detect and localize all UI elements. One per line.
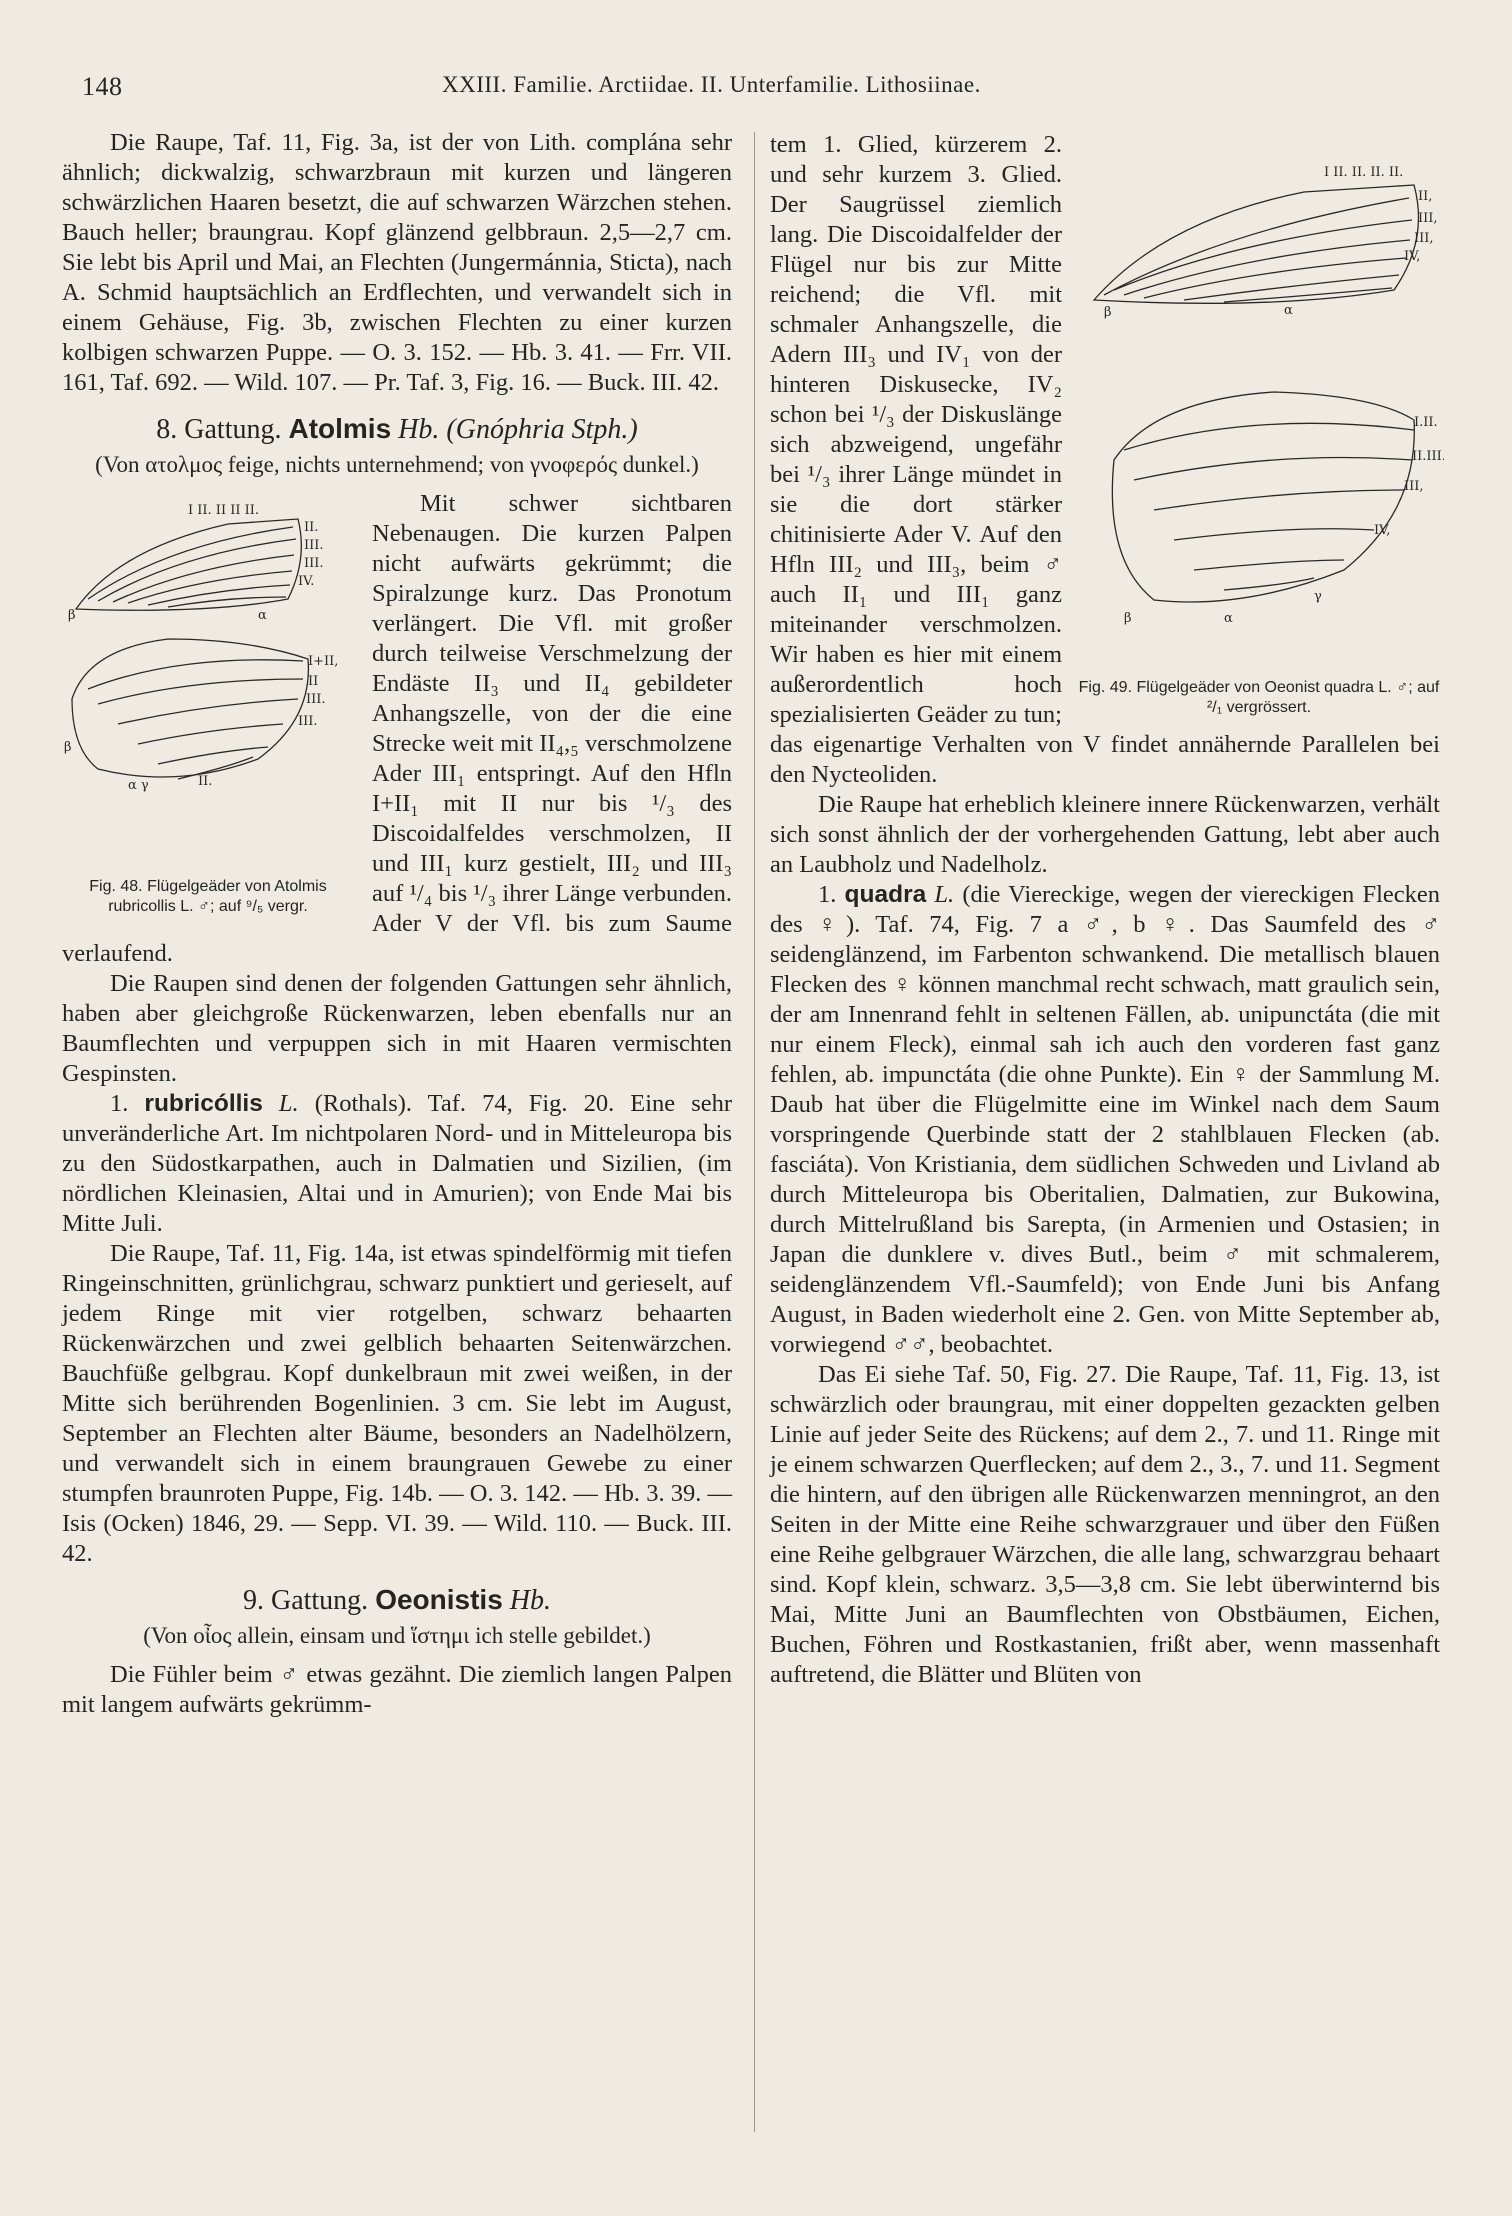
svg-text:α γ: α γ xyxy=(128,778,149,793)
genus-8-etymology: (Von ατολμος feige, nichts unternehmend; von γνοφερός dunkel.) xyxy=(95,452,699,477)
figure-49 xyxy=(1074,130,1444,716)
running-title: XXIII. Familie. Arctiidae. II. Unterfamilie. Lithosiinae. xyxy=(442,72,981,97)
paragraph-raupe-top: Die Raupe, Taf. 11, Fig. 3a, ist der von Lith. complána sehr ähnlich; dickwalzig, schwarzbraun mit kurzen und längeren schwärzlichen Haaren besetzt, die auf schwarzen Wärzchen stehen. Bauch heller; braungrau. Kopf glänzend gelbbraun. 2,5—2,7 cm. Sie lebt bis April und Mai, an Flechten (Jungermánnia, Sticta), nach A. Schmid hauptsächlich an Erdflechten, und verwandelt sich in einem Gehäuse, Fig. 3b, zwischen Flechten zu einer kurzen kolbigen schwarzen Puppe. — O. 3. 152. — Hb. 3. 41. — Frr. VII. 161, Taf. 692. — Wild. 107. — Pr. Taf. 3, Fig. 16. — Buck. III. 42. xyxy=(62,129,732,396)
fig-48-caption: Fig. 48. Flügelgeäder von Atolmis rubricollis L. ♂; auf ⁹/₅ vergr. xyxy=(89,878,327,915)
genus-synonym: (Gnóphria Stph.) xyxy=(446,414,638,445)
svg-text:II.: II. xyxy=(304,520,319,535)
genus-name: Atolmis xyxy=(288,413,392,444)
svg-text:III,: III, xyxy=(1414,231,1434,246)
svg-text:III.: III. xyxy=(298,714,318,729)
svg-text:β: β xyxy=(64,740,72,755)
svg-text:II.: II. xyxy=(198,774,213,789)
svg-text:γ: γ xyxy=(1314,589,1322,604)
svg-text:β: β xyxy=(68,608,76,623)
svg-text:IV,: IV, xyxy=(1374,523,1391,538)
svg-text:III,: III, xyxy=(1404,479,1424,494)
paragraph-genus-8-description: Mit schwer sichtbaren Nebenaugen. Die kurzen Palpen nicht aufwärts gekrümmt; die Spiralzunge kurz. Das Pronotum verlängert. Die Vfl. mit großer durch teilweise Verschmelzung der Endäste II₃ und II₄ gebildeter Anhangszelle, von der die eine Strecke weit mit II₄,₅ verschmolzene Ader III₁ entspringt. Auf den Hfln I+II₁ mit II nur bis ¹/₃ des Discoidalfeldes verschmolzen, II und III₁ kurz gestielt, III₂ und III₃ auf ¹/₄ bis ¹/₃ ihrer Länge verbunden. Ader V der Vfl. bis zum Saume verlaufend. xyxy=(62,490,732,967)
paragraph-genus-9-continued: tem 1. Glied, kürzerem 2. und sehr kurzem 3. Glied. Der Saugrüssel ziemlich lang. Die Discoidalfelder der Flügel nur bis zur Mitte reichend; die Vfl. mit schmaler Anhangszelle, die Adern III₃ und IV₁ von der hinteren Diskusecke, IV₂ schon bei ¹/₃ der Diskuslänge sich abzweigend, ungefähr bei ¹/₃ ihrer Länge mündet in sie die dort stärker chitinisierte Ader V. Auf den Hfln III₂ und III₃, beim ♂ auch II₁ und III₁ ganz miteinander verschmolzen. Wir haben es hier mit einem außerordentlich hoch spezialisierten Geäder zu tun; das eigenartige Verhalten von V findet annähernde Parallelen bei den Nycteoliden. xyxy=(770,131,1440,788)
svg-text:I+II,: I+II, xyxy=(308,654,339,669)
wing-venation-figure xyxy=(1074,130,1444,670)
svg-text:I.II.: I.II. xyxy=(1414,415,1438,430)
svg-text:α: α xyxy=(1224,611,1233,626)
species-name: quadra xyxy=(844,881,927,908)
page-header xyxy=(82,72,1452,112)
svg-text:α: α xyxy=(258,608,267,623)
page-number: 148 xyxy=(82,72,123,101)
paragraph-genus-9-start: Die Fühler beim ♂ etwas gezähnt. Die ziemlich langen Palpen mit langem aufwärts gekrümm- xyxy=(62,1661,732,1718)
svg-text:III,: III, xyxy=(1418,211,1438,226)
svg-text:III.: III. xyxy=(306,692,326,707)
column-divider xyxy=(754,132,755,2132)
svg-text:III.: III. xyxy=(304,556,324,571)
genus-name: Oeonistis xyxy=(375,1584,503,1615)
genus-9-etymology: (Von οἶος allein, einsam und ἵστημι ich stelle gebildet.) xyxy=(143,1623,651,1648)
svg-text:II.III.: II.III. xyxy=(1412,449,1444,464)
fig-49-caption: Fig. 49. Flügelgeäder von Oeonist quadra L. ♂; auf ²/₁ vergrössert. xyxy=(1078,679,1440,716)
svg-text:α: α xyxy=(1284,303,1293,318)
genus-number: 8. Gattung. xyxy=(156,414,282,445)
species-rubricollis: 1. rubricóllis L. (Rothals). Taf. 74, Fig. 20. Eine sehr unveränderliche Art. Im nichtpolaren Nord- und in Mitteleuropa bis zu den Südostkarpathen, auch in Dalmatien und Sizilien, (im nördlichen Kleinasien, Altai und in Amurien); von Ende Mai bis Mitte Juli. xyxy=(62,1090,733,1237)
species-quadra: 1. quadra L. (die Viereckige, wegen der viereckigen Flecken des ♀). Taf. 74, Fig. 7 a ♂, b ♀. Das Saumfeld des ♂ seidenglänzend, im Farbenton schwankend. Die metallisch blauen Flecken des ♀ können manchmal recht schwach, matt graulich sein, der am Innenrand fehlt in seltenen Fällen, ab. unipunctáta (die mit nur einem Fleck), einmal sah ich auch den vorderen fast ganz fehlen, ab. impunctáta (die ohne Punkte). Ein ♀ der Sammlung M. Daub hat über die Flügelmitte eine im Winkel nach dem Saum vorspringende Querbinde statt der 2 stahlblauen Flecken (ab. fasciáta). Von Kristiania, dem südlichen Schweden und Livland ab durch Mitteleuropa bis Oberitalien, Dalmatien, zur Bukowina, durch Mittelrußland bis Sarepta, (in Armenien und Ostasien; in Japan die dunklere v. dives Butl., beim ♂ mit schmalerem, seidenglänzendem Vfl.-Saumfeld); von Ende Juni bis Anfang August, in Baden wiederholt eine 2. Gen. von Mitte September ab, vorwiegend ♂♂, beobachtet. xyxy=(770,881,1440,1358)
genus-9-heading: 9. Gattung. Oeonistis Hb. xyxy=(242,1584,552,1616)
right-column xyxy=(770,130,1444,1690)
svg-text:I II. II. II. II.: I II. II. II. II. xyxy=(1324,165,1404,180)
wing-venation-figure xyxy=(58,489,358,869)
species-name: rubricóllis xyxy=(144,1090,263,1117)
svg-text:II: II xyxy=(308,674,319,689)
svg-text:IV.: IV. xyxy=(298,574,315,589)
svg-text:β: β xyxy=(1124,611,1132,626)
genus-author: Hb. xyxy=(398,414,440,445)
figure-48 xyxy=(58,489,358,919)
paragraph-genus-8-raupen: Die Raupen sind denen der folgenden Gattungen sehr ähnlich, haben aber gleichgroße Rückenwarzen, leben ebenfalls nur an Baumflechten und verpuppen sich in mit Haaren vermischten Gespinsten. xyxy=(62,970,732,1087)
svg-text:II,: II, xyxy=(1418,189,1433,204)
svg-text:III.: III. xyxy=(304,538,324,553)
paragraph-rubricollis-raupe: Die Raupe, Taf. 11, Fig. 14a, ist etwas spindelförmig mit tiefen Ringeinschnitten, grünlichgrau, schwarz punktiert und gerieselt, auf jedem Ringe mit vier rotgelben, schwarz behaarten Rückenwärzchen und zwei gelblich behaarten Seitenwärzchen. Bauchfüße gelbgrau. Kopf dunkelbraun mit zwei weißen, in der Mitte sich berührenden Bogenlinien. 3 cm. Sie lebt im August, September an Flechten alter Bäume, besonders an Nadelhölzern, und verwandelt sich in einem braungrauen Gewebe zu einer stumpfen braunroten Puppe, Fig. 14b. — O. 3. 142. — Hb. 3. 39. — Isis (Ocken) 1846, 29. — Sepp. VI. 39. — Wild. 110. — Buck. III. 42. xyxy=(62,1240,732,1567)
genus-8-heading xyxy=(62,414,732,445)
paragraph-genus-9-raupe: Die Raupe hat erheblich kleinere innere Rückenwarzen, verhält sich sonst ähnlich der der vorhergehenden Gattung, lebt aber auch an Laubholz und Nadelholz. xyxy=(770,791,1440,878)
left-column xyxy=(62,128,732,1720)
svg-text:IV,: IV, xyxy=(1404,249,1421,264)
svg-text:β: β xyxy=(1104,305,1112,320)
paragraph-quadra-ei-raupe: Das Ei siehe Taf. 50, Fig. 27. Die Raupe, Taf. 11, Fig. 13, ist schwärzlich oder braungrau, mit einer doppelten gezackten gelben Linie auf jeder Seite des Rückens; auf dem 2., 7. und 11. Ringe mit je einem schwarzen Querflecken; auf dem 2., 3., 7. und 11. Segment die hintern, auf den übrigen alle Rückenwarzen menningrot, an den Seiten in der Mitte eine Reihe schwarzgrauer und über den Füßen eine Reihe gelbgrauer Wärzchen, die alle lang, schwarzgrau behaart sind. Kopf klein, schwarz. 3,5—3,8 cm. Sie lebt überwinternd bis Mai, Mitte Juni an Baumflechten von Obstbäumen, Eichen, Buchen, Föhren und Rostkastanien, frißt aber, wenn massenhaft auftretend, die Blätter und Blüten von xyxy=(770,1361,1440,1688)
svg-text:I II. II II II.: I II. II II II. xyxy=(188,503,260,518)
